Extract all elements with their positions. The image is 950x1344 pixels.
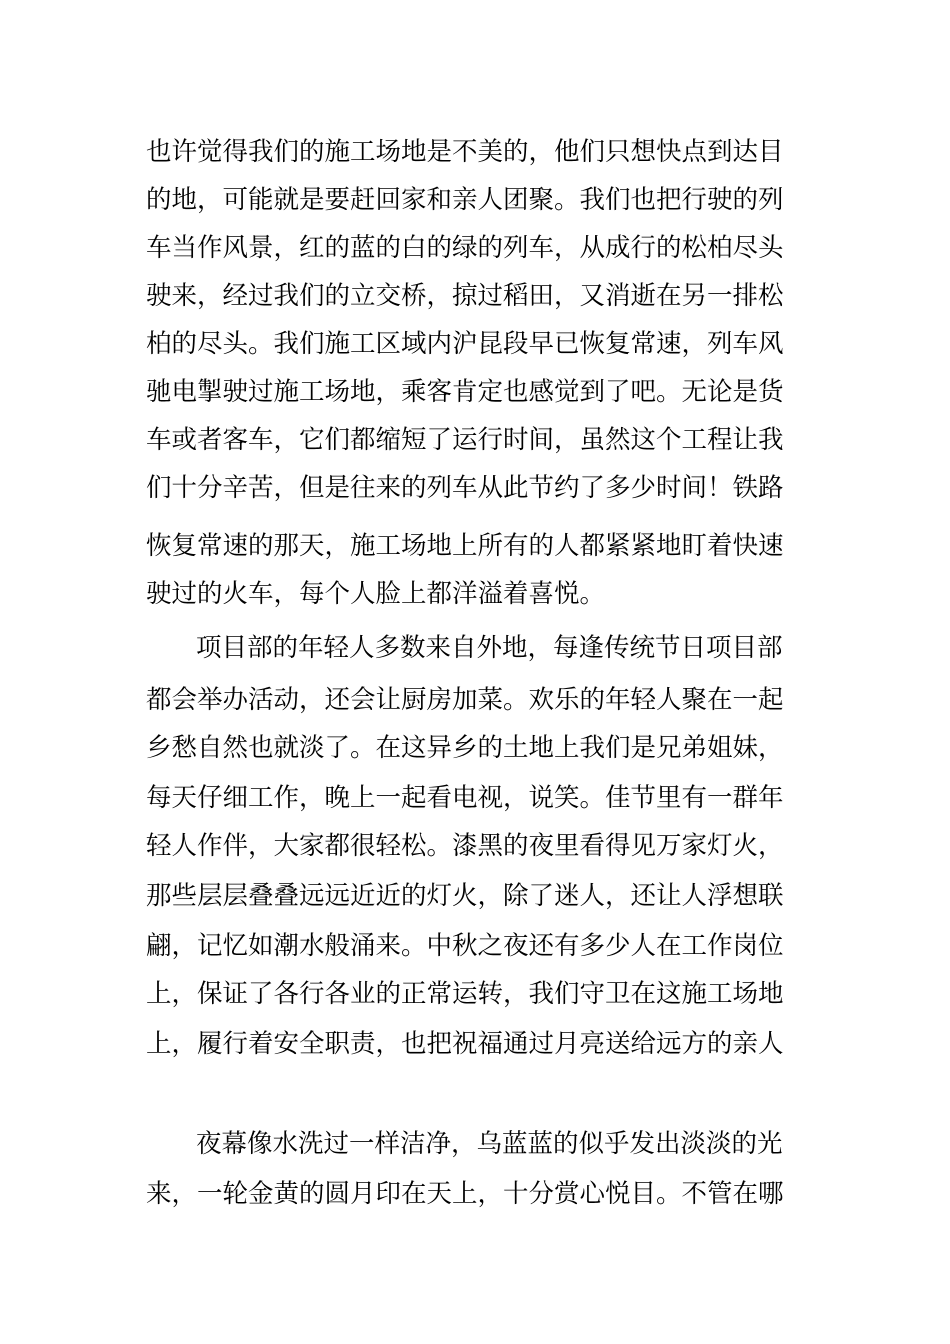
text-line: 车或者客车，它们都缩短了运行时间，虽然这个工程让我 (146, 425, 784, 455)
text-line: 恢复常速的那天，施工场地上所有的人都紧紧地盯着快速 (146, 531, 784, 561)
text-line: 们十分辛苦，但是往来的列车从此节约了多少时间！铁路 (146, 473, 784, 503)
text-line: 也许觉得我们的施工场地是不美的，他们只想快点到达目 (146, 137, 784, 167)
text-line: 车当作风景，红的蓝的白的绿的列车，从成行的松柏尽头 (146, 233, 784, 263)
text-line: 的地，可能就是要赶回家和亲人团聚。我们也把行驶的列 (146, 185, 784, 215)
text-line: 上，履行着安全职责，也把祝福通过月亮送给远方的亲人 (146, 1029, 784, 1059)
text-line: 翩，记忆如潮水般涌来。中秋之夜还有多少人在工作岗位 (146, 931, 784, 961)
paragraph-first-line: 项目部的年轻人多数来自外地，每逢传统节日项目部 (196, 633, 783, 663)
text-line: 都会举办活动，还会让厨房加菜。欢乐的年轻人聚在一起 (146, 685, 784, 715)
paragraph-first-line: 夜幕像水洗过一样洁净，乌蓝蓝的似乎发出淡淡的光 (196, 1129, 783, 1159)
text-line: 柏的尽头。我们施工区域内沪昆段早已恢复常速，列车风 (146, 329, 784, 359)
text-line: 每天仔细工作，晚上一起看电视，说笑。佳节里有一群年 (146, 783, 784, 813)
text-line: 驶过的火车，每个人脸上都洋溢着喜悦。 (146, 579, 606, 609)
text-line: 上，保证了各行各业的正常运转，我们守卫在这施工场地 (146, 979, 784, 1009)
text-line: 驰电掣驶过施工场地，乘客肯定也感觉到了吧。无论是货 (146, 377, 784, 407)
text-line: 轻人作伴，大家都很轻松。漆黑的夜里看得见万家灯火， (146, 831, 784, 861)
text-line: 乡愁自然也就淡了。在这异乡的土地上我们是兄弟姐妹， (146, 733, 784, 763)
text-line: 驶来，经过我们的立交桥，掠过稻田，又消逝在另一排松 (146, 281, 784, 311)
text-line: 那些层层叠叠远远近近的灯火，除了迷人，还让人浮想联 (146, 881, 784, 911)
text-line: 来，一轮金黄的圆月印在天上，十分赏心悦目。不管在哪 (146, 1179, 784, 1209)
